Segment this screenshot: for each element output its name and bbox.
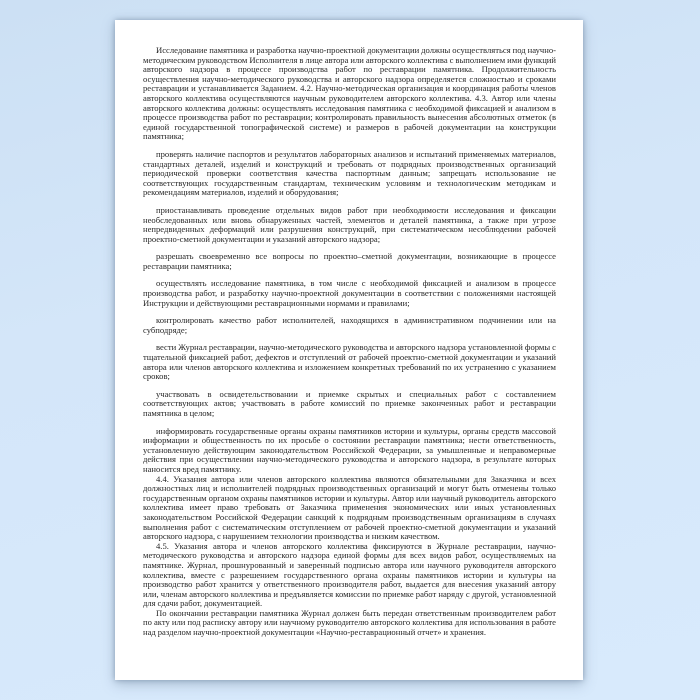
paragraph: Исследование памятника и разработка научно-проектной документации должны осуществляться под научно- методическим руководством Исполнителя в лице автора или авторского коллектива с выполнением ими функций авторского надзора в процессе производства работ по реставрации памятника. Продолжительность осуществления научно-методического руководства и авторского надзора определяется сложностью и сроками реставрации и устанавливается Заданием. 4.2. Научно-методическая организация и координация работы членов авторского коллектива осуществляются научным руководителем авторского коллектива. 4.3. Автор или члены авторского коллектива должны: осуществлять исследования памятника с необходимой фиксацией и анализом в процессе производства работ по реставрации; контролировать правильность вынесения абсолютных отметок (в единой государственной топографической системе) и размеров в рабочей документации на конструкции памятника; [143, 45, 556, 142]
paragraph: 4.4. Указания автора или членов авторского коллектива являются обязательными для Заказчика и всех должностных лиц и исполнителей подрядных производственных организаций и могут быть отменены только государственным органом охраны памятников истории и культуры. Автор или научный руководитель авторского коллектива имеет право требовать от Заказчика применения экономических или иных установленных законодательством Российской Федерации санкций к подрядным производственным организациям в случаях выполнения работ с систематическим отступлением от рабочей проектно-сметной документации и указаний авторского надзора, с нарушением технологии производства и низким качеством. [143, 473, 556, 542]
paragraph: информировать государственные органы охраны памятников истории и культуры, органы средств массовой информации и общественность по их просьбе о состоянии реставрации памятника; нести ответственность, установленную действующим законодательством Российской Федерации, за умышленные и неправомерные действия при осуществлении научно-методического руководства и авторского надзора, в результате которых наносится вред памятнику. [143, 425, 556, 474]
paragraph: вести Журнал реставрации, научно-методического руководства и авторского надзора установленной формы с тщательной фиксацией работ, дефектов и отступлений от рабочей проектно-сметной документации и указаний автора или членов авторского коллектива и изложением конкретных требований по их устранению с указанием сроков; [143, 342, 556, 382]
paragraph: По окончании реставрации памятника Журнал должен быть передан ответственным производителем работ по акту или под расписку автору или научному руководителю авторского коллектива для использования в работе над разделом научно-проектной документации «Научно-реставрационный отчет» и хранения. [143, 607, 556, 638]
paragraph: разрешать своевременно все вопросы по проектно–сметной документации, возникающие в процессе реставрации памятника; [143, 251, 556, 271]
paragraph: участвовать в освидетельствовании и приемке скрытых и специальных работ с составлением соответствующих актов; участвовать в работе комиссий по приемке законченных работ и реставрации памятника в целом; [143, 388, 556, 418]
paragraph: 4.5. Указания автора и членов авторского коллектива фиксируются в Журнале реставрации, научно-методического руководства и авторского надзора единой формы для всех видов работ, осуществляемых на памятнике. Журнал, прошнурованный и заверенный подписью автора или научного руководителя авторского коллектива, вместе с разрешением государственного органа охраны памятников истории и культуры на производство работ хранится у ответственного производителя работ, выдается для внесения указаний автору или, членам авторского коллектива и предъявляется комиссии по приемке работ наряду с другой, установленной для сдачи работ, документацией. [143, 540, 556, 609]
paragraph: контролировать качество работ исполнителей, находящихся в административном подчинении или на субподряде; [143, 315, 556, 335]
paragraph: проверять наличие паспортов и результатов лабораторных анализов и испытаний применяемых материалов, стандартных деталей, изделий и конструкций и требовать от подрядных производственных организаций периодической проверки соответствия качества паспортным данным; запрещать использование не соответствующих государственным стандартам, техническим условиям и технологическим методикам и рекомендациям материалов, изделий и оборудования; [143, 148, 556, 198]
paragraph: осуществлять исследование памятника, в том числе с необходимой фиксацией и анализом в процессе производства работ, и разработку научно-проектной документации в соответствии с положениями настоящей Инструкции и действующими реставрационными нормами и правилами; [143, 278, 556, 308]
document-body [143, 46, 556, 638]
paragraph: приостанавливать проведение отдельных видов работ при необходимости исследования и фиксации необследованных или вновь обнаруженных частей, элементов и деталей памятника, а также при угрозе непредвиденных деформаций или разрушения конструкций, при систематическом несоблюдении рабочей проектно-сметной документации и указаний авторского надзора; [143, 204, 556, 244]
document-page [115, 20, 583, 680]
